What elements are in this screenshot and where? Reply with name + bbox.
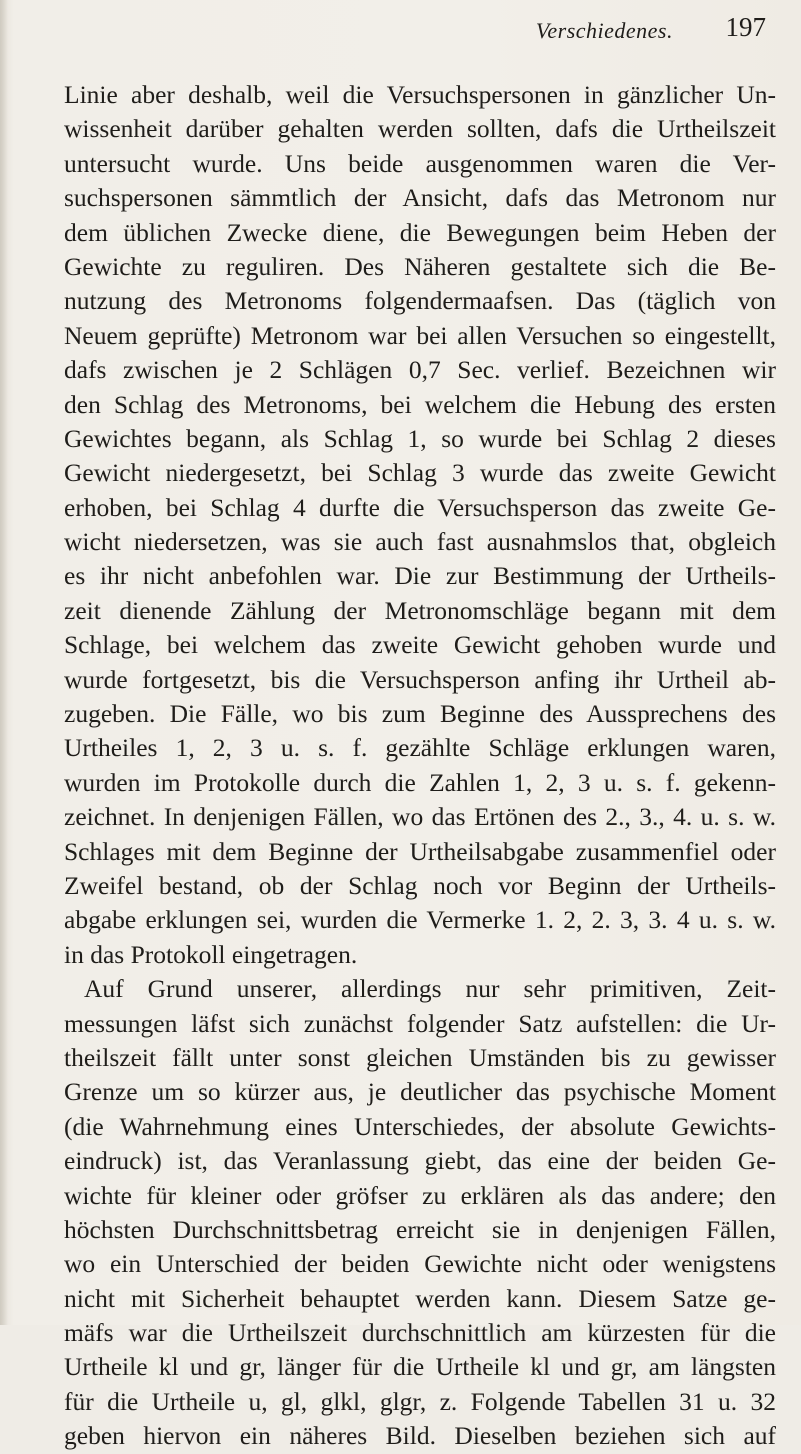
text-line: wissenheit darüber gehalten werden sollten, dafs die Urtheilszeit bbox=[64, 114, 776, 144]
body-text bbox=[64, 78, 776, 1454]
text-line: geben hiervon ein näheres Bild. Dieselben beziehen sich auf bbox=[64, 1421, 776, 1451]
text-line: zeichnet. In denjenigen Fällen, wo das Ertönen des 2., 3., 4. u. s. w. bbox=[64, 802, 776, 832]
text-line: Schlages mit dem Beginne der Urtheilsabgabe zusammenfiel oder bbox=[64, 836, 776, 866]
text-line: dafs zwischen je 2 Schlägen 0,7 Sec. verlief. Bezeichnen wir bbox=[64, 355, 776, 385]
text-line: suchspersonen sämmtlich der Ansicht, dafs das Metronom nur bbox=[64, 183, 776, 213]
text-line: in das Protokoll eingetragen. bbox=[64, 939, 358, 969]
text-line: mäfs war die Urtheilszeit durchschnittlich am kürzesten für die bbox=[64, 1318, 776, 1348]
text-line: Zweifel bestand, ob der Schlag noch vor Beginn der Urtheils- bbox=[64, 870, 776, 900]
text-line: Schlage, bei welchem das zweite Gewicht gehoben wurde und bbox=[64, 630, 776, 660]
text-line: wurden im Protokolle durch die Zahlen 1, 2, 3 u. s. f. gekenn- bbox=[64, 767, 776, 797]
binding-shadow bbox=[0, 0, 8, 1325]
text-line: untersucht wurde. Uns beide ausgenommen waren die Ver- bbox=[64, 148, 776, 178]
text-line: Gewichte zu reguliren. Des Näheren gestaltete sich die Be- bbox=[64, 251, 776, 281]
text-line: zeit dienende Zählung der Metronomschläge begann mit dem bbox=[64, 595, 776, 625]
text-line: nicht mit Sicherheit behauptet werden kann. Diesem Satze ge- bbox=[64, 1283, 776, 1313]
text-line: Neuem geprüfte) Metronom war bei allen Versuchen so eingestellt, bbox=[64, 320, 776, 350]
text-line: nutzung des Metronoms folgendermaafsen. Das (täglich von bbox=[64, 286, 776, 316]
text-line: wurde fortgesetzt, bis die Versuchsperson anfing ihr Urtheil ab- bbox=[64, 664, 776, 694]
text-line: Urtheile kl und gr, länger für die Urtheile kl und gr, am längsten bbox=[64, 1352, 776, 1382]
text-line: zugeben. Die Fälle, wo bis zum Beginne des Aussprechens des bbox=[64, 699, 776, 729]
running-head bbox=[0, 10, 766, 50]
page-number: 197 bbox=[725, 12, 766, 42]
text-line: abgabe erklungen sei, wurden die Vermerke 1. 2, 2. 3, 3. 4 u. s. w. bbox=[64, 905, 776, 935]
text-line: dem üblichen Zwecke diene, die Bewegungen beim Heben der bbox=[64, 217, 776, 247]
text-line: theilszeit fällt unter sonst gleichen Umständen bis zu gewisser bbox=[64, 1042, 776, 1072]
text-line: Grenze um so kürzer aus, je deutlicher das psychische Moment bbox=[64, 1077, 776, 1107]
text-line: höchsten Durchschnittsbetrag erreicht sie in denjenigen Fällen, bbox=[64, 1214, 776, 1244]
text-line: erhoben, bei Schlag 4 durfte die Versuchsperson das zweite Ge- bbox=[64, 492, 776, 522]
text-line: wo ein Unterschied der beiden Gewichte nicht oder wenigstens bbox=[64, 1249, 776, 1279]
text-line: wichte für kleiner oder gröfser zu erklären als das andere; den bbox=[64, 1180, 776, 1210]
text-line: für die Urtheile u, gl, glkl, glgr, z. Folgende Tabellen 31 u. 32 bbox=[64, 1386, 776, 1416]
text-line: wicht niedersetzen, was sie auch fast ausnahmslos that, obgleich bbox=[64, 527, 776, 557]
text-line: messungen läfst sich zunächst folgender Satz aufstellen: die Ur- bbox=[64, 1008, 776, 1038]
text-line: Gewichtes begann, als Schlag 1, so wurde bei Schlag 2 dieses bbox=[64, 423, 776, 453]
text-line: eindruck) ist, das Veranlassung giebt, das eine der beiden Ge- bbox=[64, 1146, 776, 1176]
text-line: Urtheiles 1, 2, 3 u. s. f. gezählte Schläge erklungen waren, bbox=[64, 733, 776, 763]
text-line: den Schlag des Metronoms, bei welchem die Hebung des ersten bbox=[64, 389, 776, 419]
text-line: Linie aber deshalb, weil die Versuchspersonen in gänzlicher Un- bbox=[64, 80, 776, 109]
text-line: Gewicht niedergesetzt, bei Schlag 3 wurde das zweite Gewicht bbox=[64, 458, 776, 488]
running-title: Verschiedenes. bbox=[535, 18, 673, 43]
text-line: Auf Grund unserer, allerdings nur sehr primitiven, Zeit- bbox=[84, 974, 776, 1004]
text-line: (die Wahrnehmung eines Unterschiedes, der absolute Gewichts- bbox=[64, 1111, 776, 1141]
text-line: es ihr nicht anbefohlen war. Die zur Bestimmung der Urtheils- bbox=[64, 561, 776, 591]
